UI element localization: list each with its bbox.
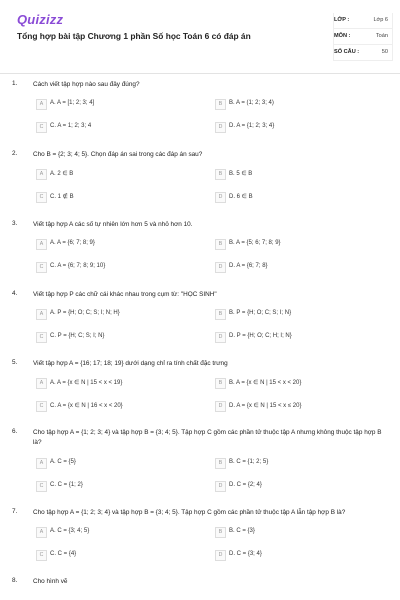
option-text: B. A = {x ∈ N | 15 < x < 20}: [229, 380, 302, 386]
info-value: Toán: [375, 33, 388, 39]
option-letter-box: D: [215, 332, 226, 343]
info-row-count: [334, 45, 392, 61]
option-text: B. P = {H; O; C; S; I; N}: [229, 310, 292, 316]
option-text: C. 1 ∉ B: [50, 194, 74, 200]
option-letter-box: B: [215, 99, 226, 110]
option-letter-box: A: [36, 458, 47, 469]
option-text: C. P = {H; C; S; I; N}: [50, 333, 105, 339]
option-text: D. P = {H; O; C; H; I; N}: [229, 333, 292, 339]
option-text: C. A = {6; 7; 8; 9; 10}: [50, 263, 106, 269]
worksheet-header: [0, 0, 400, 72]
option-letter-box: B: [215, 309, 226, 320]
question-text: Cách viết tập hợp nào sau đây đúng?: [33, 81, 140, 88]
question-text: Viết tập hợp P các chữ cái khác nhau trong cụm từ: "HỌC SINH": [33, 291, 217, 298]
option-letter-box: A: [36, 378, 47, 389]
option-text: B. C = {3}: [229, 528, 255, 534]
option-letter-box: D: [215, 262, 226, 273]
option-text: D. C = {2; 4}: [229, 482, 262, 488]
option-letter-box: A: [36, 169, 47, 180]
option-text: C. C = {4}: [50, 551, 77, 557]
option-text: A. A = {x ∈ N | 15 < x < 19}: [50, 380, 123, 386]
option-letter-box: C: [36, 122, 47, 133]
option-text: A. P = {H; O; C; S; I; N; H}: [50, 310, 120, 316]
option-letter-box: C: [36, 401, 47, 412]
option-text: A. A = {6; 7; 8; 9}: [50, 240, 95, 246]
option-letter-box: A: [36, 239, 47, 250]
option-letter-box: B: [215, 458, 226, 469]
question-text: Viết tập hợp A các số tự nhiên lớn hơn 5 và nhỏ hơn 10.: [33, 221, 193, 228]
option-text: D. A = {6; 7; 8}: [229, 263, 268, 269]
option-letter-box: D: [215, 481, 226, 492]
option-letter-box: C: [36, 332, 47, 343]
option-text: A. C = {5}: [50, 459, 76, 465]
question-text: Cho tập hợp A = {1; 2; 3; 4} và tập hợp B = {3; 4; 5}. Tập hợp C gồm các phần tử thuộc tập A nhưng không thuộc tập hợp B là?: [33, 429, 382, 446]
option-letter-box: A: [36, 309, 47, 320]
option-letter-box: B: [215, 527, 226, 538]
info-row-grade: [334, 13, 392, 29]
info-table: [333, 13, 393, 61]
option-letter-box: D: [215, 192, 226, 203]
option-letter-box: D: [215, 401, 226, 412]
question-number: 7.: [12, 508, 18, 515]
info-row-subject: [334, 29, 392, 45]
page-title: Tổng hợp bài tập Chương 1 phần Số học Toán 6 có đáp án: [17, 31, 251, 41]
question-number: 8.: [12, 577, 18, 584]
question-number: 6.: [12, 428, 18, 435]
question-number: 2.: [12, 150, 18, 157]
option-letter-box: B: [215, 169, 226, 180]
question-text: Cho tập hợp A = {1; 2; 3; 4} và tập hợp B = {3; 4; 5}. Tập hợp C gồm các phần tử thuộc tập A lẫn tập hợp B là?: [33, 509, 346, 516]
option-text: B. C = {1; 2; 5}: [229, 459, 269, 465]
option-letter-box: C: [36, 550, 47, 561]
question-number: 3.: [12, 220, 18, 227]
option-letter-box: B: [215, 239, 226, 250]
option-text: B. 5 ∈ B: [229, 171, 253, 177]
option-text: A. A = [1; 2; 3; 4]: [50, 100, 95, 106]
question-text: Cho B = {2; 3; 4; 5}. Chọn đáp án sai trong các đáp án sau?: [33, 151, 203, 158]
option-text: D. A = {1; 2; 3; 4}: [229, 123, 275, 129]
header-divider: [0, 73, 400, 74]
option-text: C. A = {x ∈ N | 16 < x < 20}: [50, 403, 123, 409]
question-number: 1.: [12, 80, 18, 87]
option-letter-box: D: [215, 550, 226, 561]
option-text: B. A = (1; 2; 3; 4): [229, 100, 274, 106]
info-key: MÔN :: [334, 33, 351, 39]
quizizz-logo: Quizizz: [17, 12, 64, 27]
info-value: Lớp 6: [373, 17, 388, 23]
info-key: SỐ CÂU :: [334, 49, 360, 55]
info-value: 50: [381, 49, 388, 55]
option-text: C. A = 1; 2; 3; 4: [50, 123, 92, 129]
option-text: D. 6 ∈ B: [229, 194, 253, 200]
option-letter-box: A: [36, 99, 47, 110]
option-text: B. A = {5; 6; 7; 8; 9}: [229, 240, 281, 246]
option-letter-box: D: [215, 122, 226, 133]
option-text: C. C = {1; 2}: [50, 482, 83, 488]
option-letter-box: C: [36, 481, 47, 492]
question-text: Viết tập hợp A = {16; 17; 18; 19} dưới dạng chỉ ra tính chất đặc trưng: [33, 360, 228, 367]
question-text: Cho hình vẽ: [33, 578, 68, 585]
option-text: D. C = {3; 4}: [229, 551, 262, 557]
option-text: A. C = {3; 4; 5}: [50, 528, 90, 534]
option-letter-box: C: [36, 262, 47, 273]
question-number: 5.: [12, 359, 18, 366]
option-letter-box: B: [215, 378, 226, 389]
question-number: 4.: [12, 290, 18, 297]
option-text: D. A = {x ∈ N | 15 < x ≤ 20}: [229, 403, 302, 409]
info-key: LỚP :: [334, 17, 350, 23]
option-letter-box: A: [36, 527, 47, 538]
option-text: A. 2 ∈ B: [50, 171, 74, 177]
option-letter-box: C: [36, 192, 47, 203]
